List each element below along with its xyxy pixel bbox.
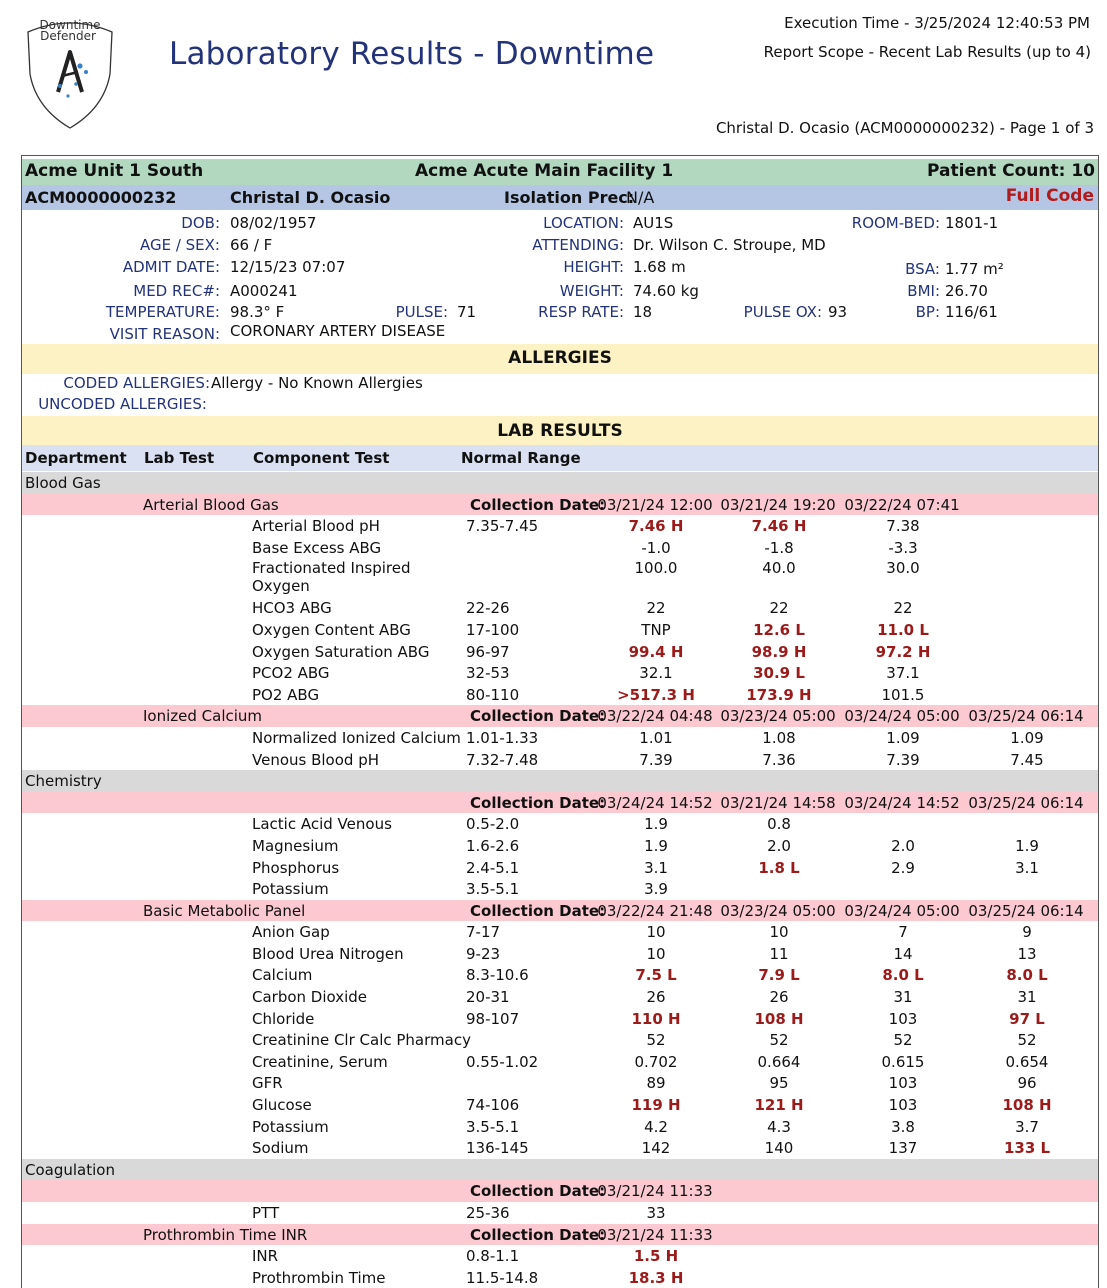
result-value: 100.0 <box>634 559 678 578</box>
attending-label: ATTENDING: <box>532 236 624 254</box>
result-row <box>22 641 1098 663</box>
result-value: 3.8 <box>891 1117 915 1136</box>
result-value: 7 <box>898 923 908 942</box>
normal-range: 17-100 <box>466 620 520 639</box>
code-status: Full Code <box>1005 186 1094 206</box>
result-value: 40.0 <box>762 559 796 578</box>
normal-range: 0.8-1.1 <box>466 1247 520 1266</box>
result-value: 8.0 L <box>882 966 924 985</box>
room-bed-label: ROOM-BED: <box>851 214 940 232</box>
result-value: 26 <box>646 988 666 1007</box>
result-value: 103 <box>888 1096 918 1115</box>
pulse-label: PULSE: <box>395 303 448 321</box>
component-name: Potassium <box>252 1117 329 1136</box>
collection-date: 03/21/24 14:58 <box>720 793 836 812</box>
allergies-header <box>22 344 1098 374</box>
weight-label: WEIGHT: <box>559 282 624 300</box>
result-value: 103 <box>888 1009 918 1028</box>
execution-time: Execution Time - 3/25/2024 12:40:53 PM <box>784 14 1090 32</box>
result-value: 2.0 <box>767 836 791 855</box>
result-value: 26 <box>769 988 789 1007</box>
result-value: 108 H <box>754 1009 804 1028</box>
component-name: Fractionated Inspired <box>252 559 411 578</box>
collection-date-label: Collection Date: <box>470 707 606 726</box>
result-value: 7.5 L <box>635 966 677 985</box>
weight-value: 74.60 kg <box>633 282 699 300</box>
result-value: 30.9 L <box>753 664 805 683</box>
patient-count: Patient Count: 10 <box>927 161 1095 181</box>
component-name: Normalized Ionized Calcium <box>252 728 461 747</box>
department-row <box>22 770 1098 792</box>
collection-date: 03/22/24 04:48 <box>597 707 713 726</box>
pulse-ox-value: 93 <box>828 303 848 321</box>
patient-mrn: ACM0000000232 <box>25 188 177 207</box>
result-row <box>22 943 1098 965</box>
pulse-value: 71 <box>457 303 477 321</box>
allergies-title: ALLERGIES <box>508 348 612 368</box>
collection-date: 03/21/24 11:33 <box>597 1182 713 1201</box>
collection-date-label: Collection Date: <box>470 495 606 514</box>
result-row <box>22 964 1098 986</box>
component-name: Carbon Dioxide <box>252 988 368 1007</box>
collection-date: 03/22/24 07:41 <box>844 495 960 514</box>
result-row <box>22 684 1098 706</box>
result-value: 37.1 <box>886 664 920 683</box>
result-value: 1.9 <box>644 815 668 834</box>
result-value: 97.2 H <box>875 642 931 661</box>
collection-date: 03/24/24 14:52 <box>844 793 960 812</box>
visit-reason-label: VISIT REASON: <box>109 325 220 343</box>
component-name: Oxygen Saturation ABG <box>252 642 430 661</box>
collection-date: 03/25/24 06:14 <box>968 707 1084 726</box>
normal-range: 11.5-14.8 <box>466 1268 539 1287</box>
result-value: 3.9 <box>644 880 668 899</box>
component-name: GFR <box>252 1074 283 1093</box>
result-row <box>22 1137 1098 1159</box>
component-name: Blood Urea Nitrogen <box>252 944 404 963</box>
component-name: Prothrombin Time <box>252 1268 386 1287</box>
result-value: -3.3 <box>888 538 918 557</box>
component-name: Oxygen Content ABG <box>252 620 411 639</box>
result-value: 133 L <box>1003 1139 1051 1158</box>
lab-test-name: Prothrombin Time INR <box>143 1225 308 1244</box>
bsa-label: BSA: <box>905 260 940 278</box>
result-value: 3.1 <box>644 858 668 877</box>
result-value: 103 <box>888 1074 918 1093</box>
result-value: 3.7 <box>1015 1117 1039 1136</box>
component-name: HCO3 ABG <box>252 599 332 618</box>
col-lab-test: Lab Test <box>144 449 215 467</box>
component-name: Phosphorus <box>252 858 340 877</box>
result-value: 2.9 <box>891 858 915 877</box>
result-row <box>22 662 1098 684</box>
result-value: 7.38 <box>886 517 920 536</box>
department-name: Coagulation <box>25 1160 115 1179</box>
report-title: Laboratory Results - Downtime <box>169 36 655 72</box>
resp-rate-value: 18 <box>633 303 653 321</box>
height-value: 1.68 m <box>633 258 686 276</box>
component-name: Venous Blood pH <box>252 750 380 769</box>
result-value: 7.9 L <box>758 966 800 985</box>
report-scope: Report Scope - Recent Lab Results (up to 4) <box>763 43 1091 61</box>
result-value: 96 <box>1017 1074 1037 1093</box>
lab-test-name: Arterial Blood Gas <box>143 495 279 514</box>
result-row <box>22 1029 1098 1051</box>
result-row <box>22 1072 1098 1094</box>
med-rec-value: A000241 <box>230 282 298 300</box>
collection-date-label: Collection Date: <box>470 901 606 920</box>
normal-range: 0.55-1.02 <box>466 1052 539 1071</box>
component-name: Anion Gap <box>252 923 330 942</box>
downtime-defender-logo <box>24 14 116 130</box>
result-value: 10 <box>646 923 666 942</box>
isolation-label: Isolation Prec: <box>504 188 635 207</box>
coded-allergies-value: Allergy - No Known Allergies <box>211 374 423 392</box>
result-value: 4.2 <box>644 1117 668 1136</box>
result-row <box>22 1116 1098 1138</box>
component-name: Lactic Acid Venous <box>252 815 392 834</box>
result-row <box>22 1094 1098 1116</box>
coded-allergies-label: CODED ALLERGIES: <box>63 374 210 392</box>
component-name: Base Excess ABG <box>252 538 382 557</box>
result-row <box>22 727 1098 749</box>
collection-date: 03/24/24 05:00 <box>844 901 960 920</box>
component-name: Sodium <box>252 1139 309 1158</box>
result-value: -1.0 <box>641 538 671 557</box>
result-row <box>22 1245 1098 1267</box>
result-value: 0.8 <box>767 815 791 834</box>
normal-range: 80-110 <box>466 685 520 704</box>
normal-range: 2.4-5.1 <box>466 858 520 877</box>
collection-date: 03/21/24 19:20 <box>720 495 836 514</box>
bmi-value: 26.70 <box>945 282 988 300</box>
department-row <box>22 472 1098 494</box>
normal-range: 96-97 <box>466 642 510 661</box>
result-value: TNP <box>641 620 671 639</box>
component-name: Glucose <box>252 1096 312 1115</box>
result-value: 0.664 <box>757 1052 801 1071</box>
normal-range: 136-145 <box>466 1139 529 1158</box>
report-container <box>21 155 1099 1288</box>
result-value: 140 <box>764 1139 794 1158</box>
component-name: PTT <box>252 1204 280 1222</box>
result-value: 11.0 L <box>877 620 929 639</box>
component-name: PCO2 ABG <box>252 664 330 683</box>
admit-date-label: ADMIT DATE: <box>122 258 220 276</box>
result-value: 1.9 <box>644 836 668 855</box>
result-value: 7.45 <box>1010 750 1044 769</box>
result-value: 98.9 H <box>751 642 807 661</box>
result-value: 9 <box>1022 923 1032 942</box>
result-value: 7.46 H <box>751 517 807 536</box>
facility-name: Acme Acute Main Facility 1 <box>415 161 674 181</box>
result-value: 33 <box>646 1204 666 1222</box>
height-label: HEIGHT: <box>563 258 624 276</box>
lab-results-header <box>22 416 1098 445</box>
result-row <box>22 921 1098 943</box>
collection-date: 03/21/24 11:33 <box>597 1225 713 1244</box>
result-value: 7.46 H <box>628 517 684 536</box>
normal-range: 3.5-5.1 <box>466 880 520 899</box>
age-sex-value: 66 / F <box>230 236 273 254</box>
collection-row <box>22 1180 1098 1202</box>
pulse-ox-label: PULSE OX: <box>743 303 822 321</box>
result-value: 1.8 L <box>758 858 800 877</box>
patient-name: Christal D. Ocasio <box>230 188 391 207</box>
visit-reason-value: CORONARY ARTERY DISEASE <box>230 322 446 340</box>
result-value: 1.09 <box>886 728 920 747</box>
department-name: Blood Gas <box>25 474 101 492</box>
collection-date-label: Collection Date: <box>470 793 606 812</box>
result-value: 4.3 <box>767 1117 791 1136</box>
component-name: Creatinine, Serum <box>252 1052 388 1071</box>
unit-bar <box>22 159 1098 185</box>
collection-date: 03/25/24 06:14 <box>968 901 1084 920</box>
collection-row <box>22 1224 1098 1246</box>
result-value: 10 <box>769 923 789 942</box>
result-value: 1.01 <box>639 728 673 747</box>
result-value: 11 <box>769 944 789 963</box>
lab-results-table <box>22 472 1098 1288</box>
result-value: 173.9 H <box>746 685 812 704</box>
result-value: 31 <box>893 988 913 1007</box>
temperature-value: 98.3° F <box>230 303 285 321</box>
result-value: 31 <box>1017 988 1037 1007</box>
normal-range: 1.01-1.33 <box>466 728 539 747</box>
collection-row <box>22 494 1098 516</box>
bp-label: BP: <box>915 303 940 321</box>
result-value: 52 <box>1017 1031 1037 1050</box>
collection-date: 03/25/24 06:14 <box>968 793 1084 812</box>
result-value: 0.654 <box>1005 1052 1049 1071</box>
result-value: 7.39 <box>639 750 673 769</box>
result-row <box>22 1008 1098 1030</box>
result-row <box>22 597 1098 619</box>
collection-date: 03/23/24 05:00 <box>720 901 836 920</box>
normal-range: 98-107 <box>466 1009 520 1028</box>
component-name: Creatinine Clr Calc Pharmacy <box>252 1031 471 1050</box>
component-name: Magnesium <box>252 836 339 855</box>
page-info: Christal D. Ocasio (ACM0000000232) - Page 1 of 3 <box>715 119 1094 137</box>
department-row <box>22 1159 1098 1181</box>
room-bed-value: 1801-1 <box>945 214 999 232</box>
dob-label: DOB: <box>181 214 220 232</box>
normal-range: 25-36 <box>466 1204 510 1222</box>
svg-text:Downtime: Downtime <box>39 18 101 32</box>
collection-row <box>22 900 1098 922</box>
collection-date: 03/23/24 05:00 <box>720 707 836 726</box>
result-row <box>22 835 1098 857</box>
location-label: LOCATION: <box>543 214 624 232</box>
result-value: 89 <box>646 1074 666 1093</box>
collection-date-label: Collection Date: <box>470 1182 606 1201</box>
uncoded-allergies-label: UNCODED ALLERGIES: <box>38 395 207 413</box>
collection-row <box>22 792 1098 814</box>
result-value: 119 H <box>631 1096 681 1115</box>
dob-value: 08/02/1957 <box>230 214 317 232</box>
result-value: 1.09 <box>1010 728 1044 747</box>
col-component-test: Component Test <box>253 449 390 467</box>
result-value: 52 <box>646 1031 666 1050</box>
normal-range: 7.35-7.45 <box>466 517 539 536</box>
svg-text:Defender: Defender <box>40 29 96 43</box>
lab-test-name: Ionized Calcium <box>143 707 263 726</box>
result-row <box>22 878 1098 900</box>
result-value: 99.4 H <box>628 642 684 661</box>
result-value: 108 H <box>1002 1096 1052 1115</box>
result-value: 1.5 H <box>633 1247 679 1266</box>
lab-results-title: LAB RESULTS <box>497 421 623 441</box>
result-row <box>22 749 1098 771</box>
collection-date: 03/24/24 14:52 <box>597 793 713 812</box>
component-name: PO2 ABG <box>252 685 320 704</box>
result-value: 22 <box>646 599 666 618</box>
lab-test-name: Basic Metabolic Panel <box>143 901 306 920</box>
department-name: Chemistry <box>25 772 102 791</box>
component-name: Chloride <box>252 1009 315 1028</box>
result-value: 7.39 <box>886 750 920 769</box>
age-sex-label: AGE / SEX: <box>139 236 220 254</box>
component-name: Potassium <box>252 880 329 899</box>
result-value: 1.08 <box>762 728 796 747</box>
result-value: -1.8 <box>764 538 794 557</box>
result-value: 101.5 <box>881 685 925 704</box>
result-row <box>22 619 1098 641</box>
result-row <box>22 1051 1098 1073</box>
result-value: >517.3 H <box>617 685 695 704</box>
result-value: 3.1 <box>1015 858 1039 877</box>
attending-value: Dr. Wilson C. Stroupe, MD <box>633 236 826 254</box>
normal-range: 1.6-2.6 <box>466 836 520 855</box>
normal-range: 7.32-7.48 <box>466 750 539 769</box>
normal-range: 8.3-10.6 <box>466 966 529 985</box>
collection-date-label: Collection Date: <box>470 1225 606 1244</box>
result-value: 10 <box>646 944 666 963</box>
result-row <box>22 1202 1098 1224</box>
col-normal-range: Normal Range <box>461 449 581 467</box>
collection-date: 03/24/24 05:00 <box>844 707 960 726</box>
normal-range: 74-106 <box>466 1096 520 1115</box>
col-department: Department <box>25 449 127 467</box>
result-row <box>22 558 1098 597</box>
result-row <box>22 813 1098 835</box>
bsa-value: 1.77 m² <box>945 260 1004 278</box>
bp-value: 116/61 <box>945 303 998 321</box>
result-value: 97 L <box>1009 1009 1045 1028</box>
result-row <box>22 537 1098 559</box>
result-value: 18.3 H <box>628 1268 684 1287</box>
patient-bar <box>22 185 1098 210</box>
result-value: 8.0 L <box>1006 966 1048 985</box>
normal-range: 20-31 <box>466 988 510 1007</box>
result-value: 22 <box>893 599 913 618</box>
normal-range: 22-26 <box>466 599 510 618</box>
result-value: 52 <box>893 1031 913 1050</box>
isolation-value: N/A <box>626 188 655 207</box>
result-value: 142 <box>641 1139 671 1158</box>
result-row <box>22 1267 1098 1288</box>
result-row <box>22 986 1098 1008</box>
result-row <box>22 857 1098 879</box>
collection-date: 03/21/24 12:00 <box>597 495 713 514</box>
result-row <box>22 515 1098 537</box>
result-value: 0.702 <box>634 1052 678 1071</box>
normal-range: 32-53 <box>466 664 510 683</box>
collection-date: 03/22/24 21:48 <box>597 901 713 920</box>
result-value: 13 <box>1017 944 1037 963</box>
resp-rate-label: RESP RATE: <box>538 303 624 321</box>
lab-column-header <box>22 445 1098 471</box>
normal-range: 7-17 <box>466 923 501 942</box>
collection-row <box>22 705 1098 727</box>
med-rec-label: MED REC#: <box>133 282 220 300</box>
result-value: 14 <box>893 944 913 963</box>
result-value: 30.0 <box>886 559 920 578</box>
normal-range: 9-23 <box>466 944 501 963</box>
admit-date-value: 12/15/23 07:07 <box>230 258 346 276</box>
normal-range: 3.5-5.1 <box>466 1117 520 1136</box>
component-name-cont: Oxygen <box>252 577 310 596</box>
result-value: 95 <box>769 1074 789 1093</box>
bmi-label: BMI: <box>907 282 940 300</box>
component-name: Arterial Blood pH <box>252 517 380 536</box>
result-value: 22 <box>769 599 789 618</box>
temperature-label: TEMPERATURE: <box>105 303 220 321</box>
normal-range: 0.5-2.0 <box>466 815 520 834</box>
result-value: 52 <box>769 1031 789 1050</box>
component-name: Calcium <box>252 966 313 985</box>
result-value: 0.615 <box>881 1052 925 1071</box>
result-value: 12.6 L <box>753 620 805 639</box>
unit-name: Acme Unit 1 South <box>25 161 204 181</box>
result-value: 121 H <box>754 1096 804 1115</box>
result-value: 32.1 <box>639 664 673 683</box>
result-value: 2.0 <box>891 836 915 855</box>
result-value: 137 <box>888 1139 918 1158</box>
result-value: 7.36 <box>762 750 796 769</box>
result-value: 1.9 <box>1015 836 1039 855</box>
location-value: AU1S <box>633 214 674 232</box>
component-name: INR <box>252 1247 279 1266</box>
result-value: 110 H <box>631 1009 681 1028</box>
